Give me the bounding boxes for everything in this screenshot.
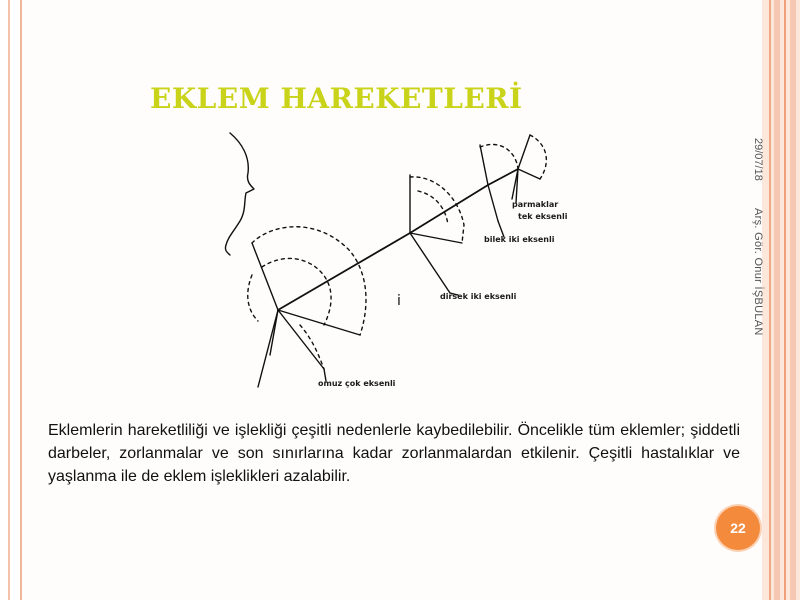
slide-date: 29/07/18 bbox=[752, 138, 764, 181]
wrist-axis-up bbox=[480, 145, 488, 185]
shoulder-arc-left bbox=[248, 275, 258, 321]
label-parmaklar: parmaklar bbox=[512, 200, 559, 209]
shoulder-axis-diag bbox=[278, 310, 324, 369]
body-paragraph: Eklemlerin hareketliliği ve işlekliği çeşitli nedenlerle kaybedilebilir. Öncelikle tüm eklemler; şiddetli darbeler, zorlanmalar ve son sınırlarına kadar zorlanmalardan etkilenir. Çeşitli hastalıklar ve yaşlanma ile de eklem işleklikleri azalabilir. bbox=[48, 422, 740, 485]
shoulder-axis-side bbox=[278, 310, 360, 335]
finger-axis-up bbox=[518, 135, 530, 169]
head-profile bbox=[225, 133, 254, 255]
label-tek-eksenli: tek eksenli bbox=[518, 212, 568, 221]
wrist-arc bbox=[480, 144, 518, 169]
arm-joints-diagram bbox=[200, 125, 580, 395]
label-dirsek: dirsek iki eksenli bbox=[440, 292, 517, 301]
label-omuz: omuz çok eksenli bbox=[318, 379, 396, 388]
finger-axis-side bbox=[518, 169, 540, 179]
elbow-axis-side bbox=[410, 233, 462, 243]
forearm bbox=[410, 185, 488, 233]
shoulder-arc-lower bbox=[300, 325, 324, 369]
elbow-arc bbox=[410, 177, 464, 243]
left-border bbox=[0, 0, 22, 600]
border-stripe bbox=[774, 0, 780, 600]
right-decorative-border bbox=[762, 0, 800, 600]
border-stripe bbox=[769, 0, 771, 600]
wrist-axis-down bbox=[488, 185, 498, 221]
border-stripe bbox=[790, 0, 796, 600]
slide-title: EKLEM HAREKETLERİ bbox=[150, 82, 523, 115]
joint-movement-figure bbox=[200, 125, 580, 395]
elbow-axis-down bbox=[410, 233, 450, 293]
slide-author: Arş. Gör. Onur İŞBULAN bbox=[752, 208, 764, 336]
finger-arc bbox=[530, 135, 546, 179]
border-stripe bbox=[784, 0, 786, 600]
shoulder-axis-up bbox=[252, 243, 278, 310]
shoulder-axis-down bbox=[258, 310, 278, 387]
label-bilek: bilek iki eksenli bbox=[484, 235, 555, 244]
page-number-badge: 22 bbox=[716, 506, 760, 550]
label-marker: i bbox=[397, 293, 401, 309]
shoulder-axis-short bbox=[270, 310, 278, 355]
wrist-axis-side bbox=[488, 169, 518, 199]
